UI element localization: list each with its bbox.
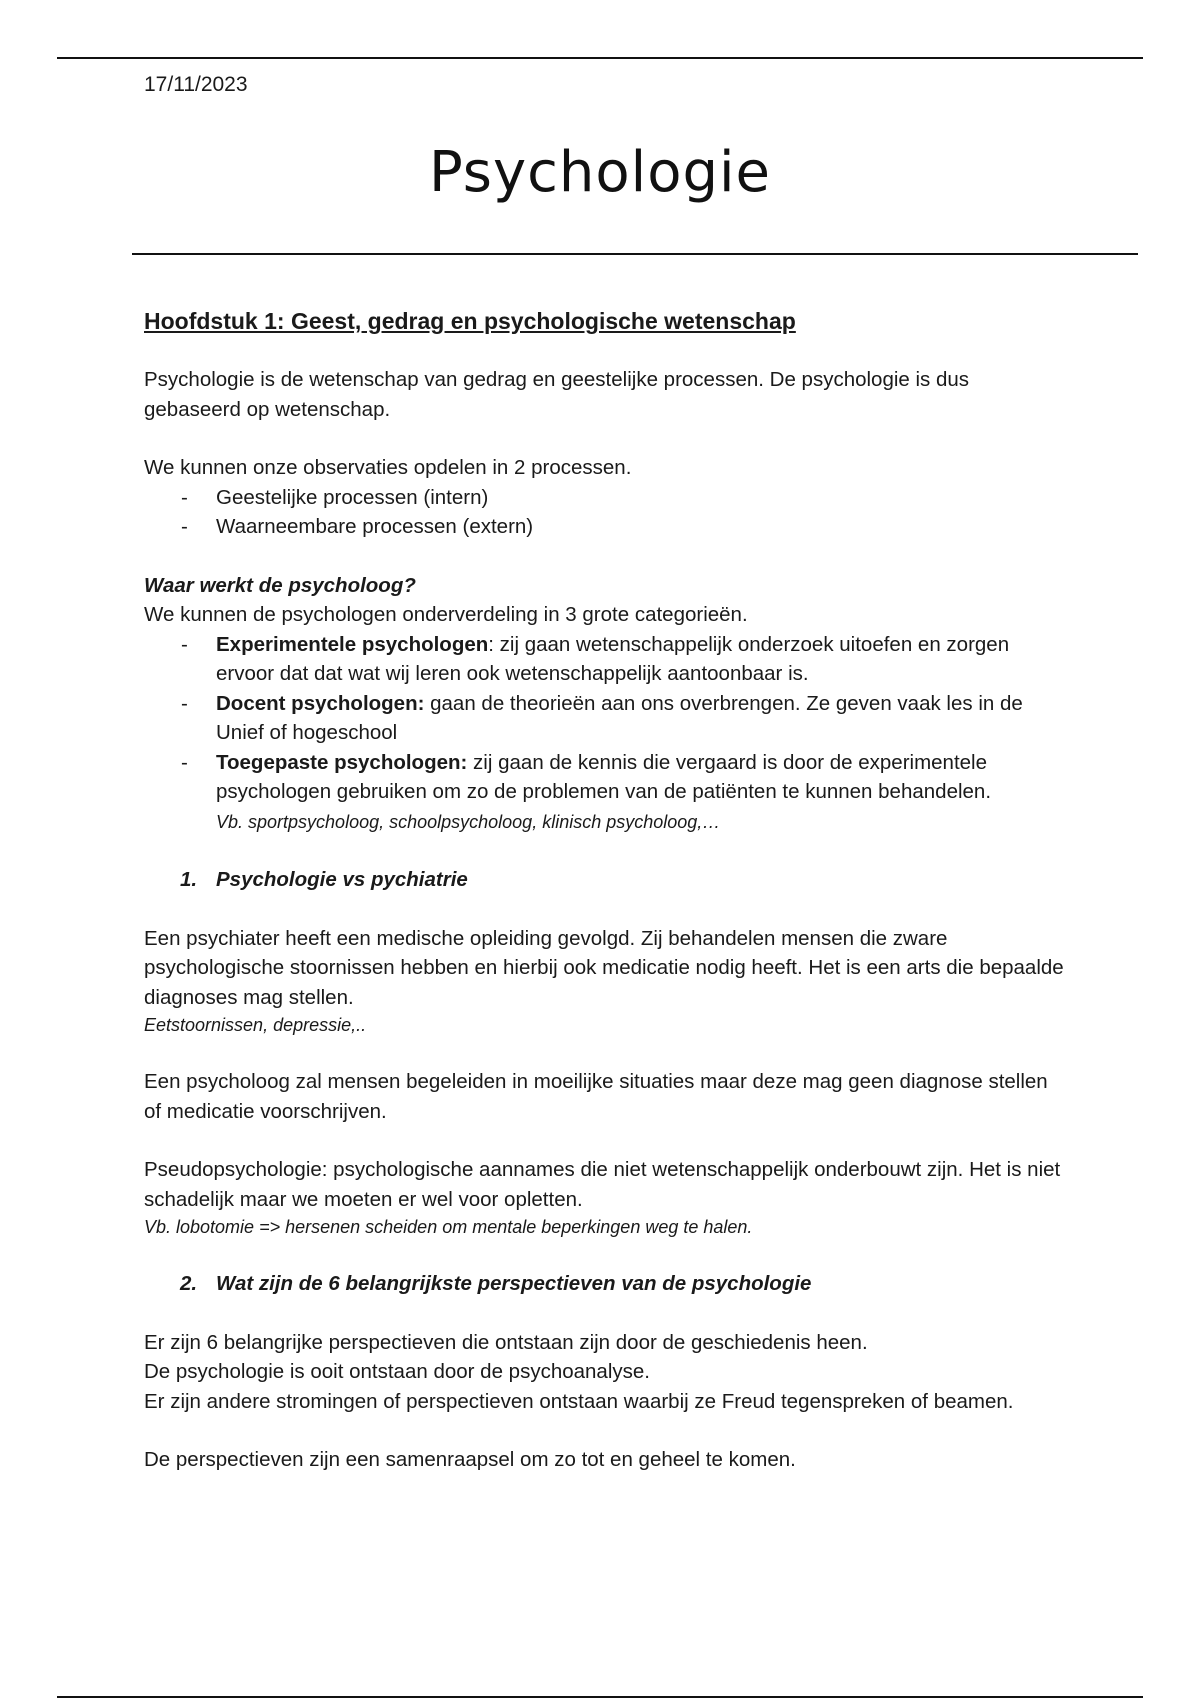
document-title: Psychologie [428, 140, 772, 205]
intro-paragraph: Psychologie is de wetenschap van gedrag en geestelijke processen. De psychologie is dus gebaseerd op wetenschap. [144, 368, 970, 421]
category-text: : zij gaan wetenschappelijk onderzoek uitoefen en zorgen ervoor dat dat wat wij leren ook wetenschappelijk aantoonbaar is. [216, 632, 1010, 685]
categories-list [144, 630, 1064, 837]
psychiatrist-example: Eetstoornissen, depressie,.. [144, 1015, 367, 1035]
list-item [216, 630, 1064, 689]
title-underline-rule [132, 253, 1138, 255]
document-date: 17/11/2023 [144, 73, 248, 96]
where-lead: We kunnen de psychologen onderverdeling in 3 grote categorieën. [144, 603, 748, 626]
perspectives-line: Er zijn andere stromingen of perspectieven ontstaan waarbij ze Freud tegenspreken of beamen. [144, 1389, 1014, 1413]
header-top-rule [57, 57, 1143, 59]
perspectives-line: De psychologie is ooit ontstaan door de psychoanalyse. [144, 1360, 650, 1383]
perspectives-line: Er zijn 6 belangrijke perspectieven die ontstaan zijn door de geschiedenis heen. [144, 1330, 868, 1354]
document-body [144, 306, 1064, 1475]
observations-list [144, 483, 1064, 542]
psychologist-paragraph: Een psycholoog zal mensen begeleiden in moeilijke situaties maar deze mag geen diagnose stellen of medicatie voorschrijven. [144, 1070, 1048, 1123]
pseudopsychology-paragraph: Pseudopsychologie: psychologische aannames die niet wetenschappelijk onderbouwt zijn. Het is niet schadelijk maar we moeten er wel voor opletten. [144, 1158, 1061, 1211]
psychiatrist-paragraph: Een psychiater heeft een medische opleiding gevolgd. Zij behandelen mensen die zware psychologische stoornissen hebben en hierbij ook medicatie nodig heeft. Het is een arts die bepaalde diagnoses mag stellen. [144, 926, 1064, 1009]
where-heading: Waar werkt de psycholoog? [144, 573, 416, 597]
footer-rule [57, 1696, 1143, 1698]
pseudopsychology-example: Vb. lobotomie => hersenen scheiden om mentale beperkingen weg te halen. [144, 1217, 753, 1237]
section2-heading: 2. Wat zijn de 6 belangrijkste perspectieven van de psychologie [180, 1272, 812, 1295]
list-item: - Geestelijke processen (intern) [216, 483, 1064, 513]
chapter-heading: Hoofdstuk 1: Geest, gedrag en psychologische wetenschap [144, 308, 796, 334]
category-term: Toegepaste psychologen: [216, 750, 468, 774]
category-term: Docent psychologen: [216, 691, 425, 715]
category-term: Experimentele psychologen [216, 632, 489, 656]
list-item [216, 689, 1064, 748]
observations-lead: We kunnen onze observaties opdelen in 2 processen. [144, 456, 632, 479]
category-text: zij gaan de kennis die vergaard is door de experimentele psychologen gebruiken om zo de problemen van de patiënten te kunnen behandelen. [216, 750, 992, 803]
categories-example: Vb. sportpsycholoog, schoolpsycholoog, klinisch psycholoog,… [216, 811, 721, 832]
list-item [216, 748, 1064, 837]
list-item: - Waarneembare processen (extern) [216, 512, 1064, 542]
perspectives-closing: De perspectieven zijn een samenraapsel om zo tot en geheel te komen. [144, 1448, 796, 1471]
category-text: gaan de theorieën aan ons overbrengen. Ze geven vaak les in de Unief of hogeschool [216, 691, 1023, 744]
section1-heading: 1. Psychologie vs pychiatrie [180, 868, 468, 891]
